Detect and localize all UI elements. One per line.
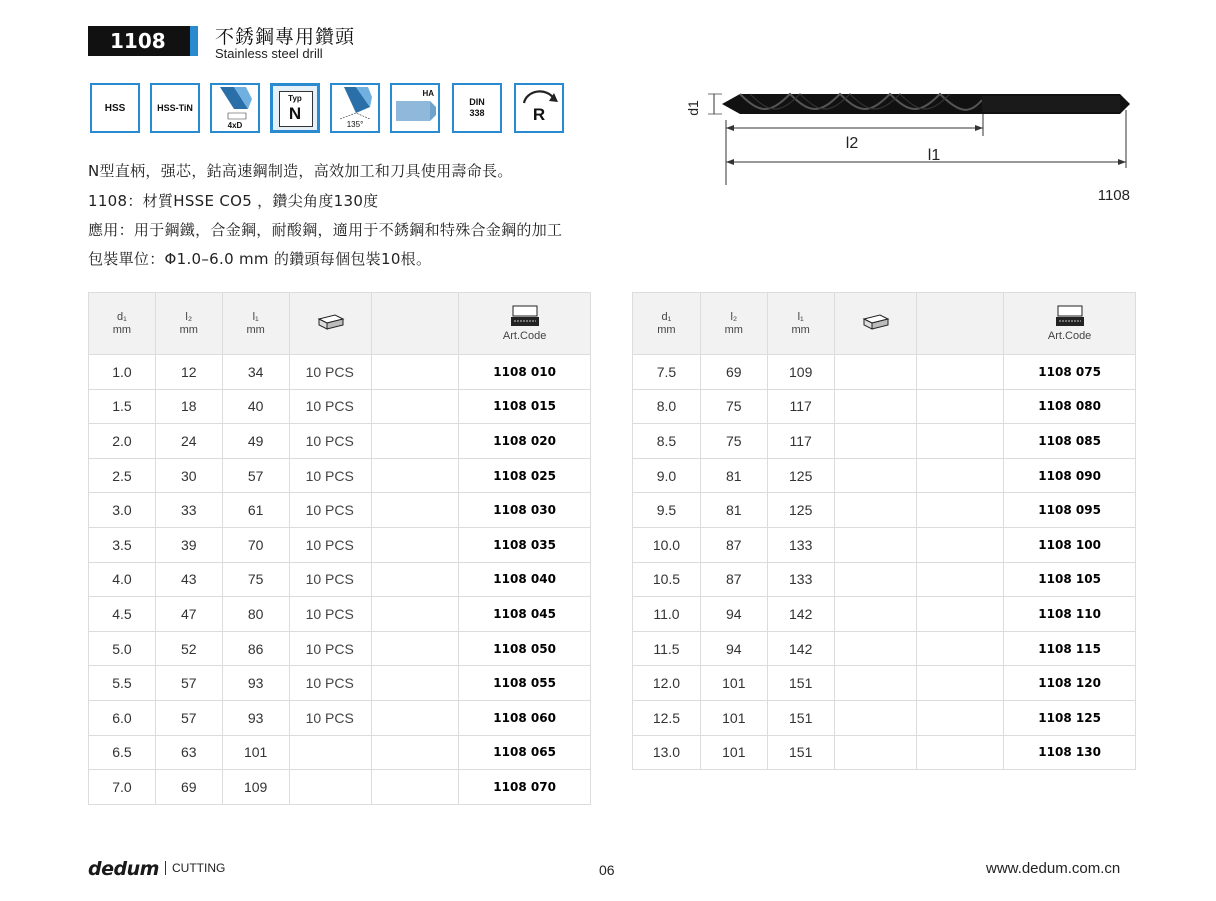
cell-art-code: 1108 050 (459, 631, 591, 666)
col-header-art: Art.Code (1004, 293, 1136, 355)
cell-l1: 93 (222, 666, 289, 701)
type-n-label: N (288, 104, 302, 123)
cell-blank (372, 631, 459, 666)
cell-l1: 40 (222, 389, 289, 424)
type-n-icon (270, 83, 320, 133)
cell-pack: 10 PCS (289, 458, 372, 493)
cell-d1: 6.5 (89, 735, 156, 770)
cell-pack (289, 770, 372, 805)
cell-d1: 4.0 (89, 562, 156, 597)
cell-art-code: 1108 065 (459, 735, 591, 770)
cell-d1: 7.5 (633, 355, 701, 390)
l1-label: l1 (927, 147, 941, 164)
cell-pack (834, 631, 917, 666)
cell-d1: 12.0 (633, 666, 701, 701)
cell-pack (834, 389, 917, 424)
cell-l1: 61 (222, 493, 289, 528)
cell-pack (834, 458, 917, 493)
cell-pack (834, 355, 917, 390)
table-row (89, 700, 591, 735)
cell-d1: 10.5 (633, 562, 701, 597)
cell-l1: 125 (767, 458, 834, 493)
cell-d1: 9.5 (633, 493, 701, 528)
cell-pack (834, 666, 917, 701)
cell-l2: 87 (700, 562, 767, 597)
cell-blank (372, 597, 459, 632)
cell-blank (372, 700, 459, 735)
cell-l1: 49 (222, 424, 289, 459)
cell-art-code: 1108 010 (459, 355, 591, 390)
cell-d1: 11.5 (633, 631, 701, 666)
cell-l2: 39 (155, 527, 222, 562)
cell-l1: 151 (767, 666, 834, 701)
code-accent-bar (190, 26, 198, 56)
cell-blank (372, 735, 459, 770)
cell-art-code: 1108 100 (1004, 527, 1136, 562)
hss-label: HSS (104, 103, 126, 114)
cell-blank (372, 666, 459, 701)
flute-length-icon (210, 83, 260, 133)
col-header-d1: d₁ mm (633, 293, 701, 355)
cell-d1: 4.5 (89, 597, 156, 632)
cell-l1: 142 (767, 597, 834, 632)
table-row (633, 493, 1136, 528)
cell-pack (834, 735, 917, 770)
cell-l2: 94 (700, 597, 767, 632)
table-header-row (633, 293, 1136, 355)
cell-d1: 8.0 (633, 389, 701, 424)
table-row (89, 493, 591, 528)
table-row (89, 458, 591, 493)
cell-l2: 12 (155, 355, 222, 390)
cell-d1: 1.0 (89, 355, 156, 390)
cell-blank (917, 700, 1004, 735)
table-row (89, 735, 591, 770)
table-row (633, 666, 1136, 701)
cell-d1: 7.0 (89, 770, 156, 805)
din-label: DIN (469, 97, 485, 107)
keyboard-icon (510, 305, 540, 327)
cell-pack: 10 PCS (289, 424, 372, 459)
cell-l2: 30 (155, 458, 222, 493)
cell-pack: 10 PCS (289, 700, 372, 735)
cell-d1: 11.0 (633, 597, 701, 632)
col-header-l1: l₁ mm (767, 293, 834, 355)
cell-art-code: 1108 120 (1004, 666, 1136, 701)
product-code-badge: 1108 (88, 26, 190, 56)
cell-pack: 10 PCS (289, 527, 372, 562)
cell-art-code: 1108 035 (459, 527, 591, 562)
cell-pack (834, 562, 917, 597)
cell-blank (917, 631, 1004, 666)
cell-l2: 87 (700, 527, 767, 562)
cell-l1: 93 (222, 700, 289, 735)
page-title-en: Stainless steel drill (215, 46, 323, 61)
cell-art-code: 1108 040 (459, 562, 591, 597)
type-label: Typ (288, 94, 302, 103)
cell-blank (372, 493, 459, 528)
table-row (633, 424, 1136, 459)
cell-l1: 117 (767, 424, 834, 459)
cell-blank (372, 424, 459, 459)
cell-pack: 10 PCS (289, 389, 372, 424)
table-row (89, 389, 591, 424)
cell-art-code: 1108 090 (1004, 458, 1136, 493)
table-row (89, 631, 591, 666)
cell-l1: 109 (767, 355, 834, 390)
cell-d1: 3.5 (89, 527, 156, 562)
cell-art-code: 1108 095 (1004, 493, 1136, 528)
cell-l1: 117 (767, 389, 834, 424)
cell-l2: 101 (700, 666, 767, 701)
cell-l1: 142 (767, 631, 834, 666)
cell-l1: 80 (222, 597, 289, 632)
cell-d1: 3.0 (89, 493, 156, 528)
table-row (633, 631, 1136, 666)
packaging-icon (289, 293, 372, 355)
description-line-1: N型直柄，强芯，鈷高速鋼制造，高效加工和刀具使用壽命長。 (88, 162, 513, 180)
cell-l1: 34 (222, 355, 289, 390)
cell-pack (834, 597, 917, 632)
cell-pack: 10 PCS (289, 562, 372, 597)
cell-l1: 75 (222, 562, 289, 597)
spec-table-left (88, 292, 591, 805)
cell-art-code: 1108 015 (459, 389, 591, 424)
description-line-4: 包裝單位：Φ1.0–6.0 mm 的鑽頭每個包裝10根。 (88, 250, 432, 268)
cell-blank (372, 389, 459, 424)
cell-art-code: 1108 055 (459, 666, 591, 701)
table-row (633, 458, 1136, 493)
point-angle-icon (330, 83, 380, 133)
cell-l2: 63 (155, 735, 222, 770)
cell-l1: 151 (767, 700, 834, 735)
cell-l2: 101 (700, 700, 767, 735)
shank-ha-icon (390, 83, 440, 133)
table-row (633, 735, 1136, 770)
d1-label: d1 (685, 100, 701, 116)
cell-art-code: 1108 025 (459, 458, 591, 493)
cell-art-code: 1108 115 (1004, 631, 1136, 666)
cell-art-code: 1108 130 (1004, 735, 1136, 770)
table-row (633, 355, 1136, 390)
cell-l2: 47 (155, 597, 222, 632)
cell-d1: 5.5 (89, 666, 156, 701)
table-row (89, 666, 591, 701)
keyboard-icon (1055, 305, 1085, 327)
brand-logo: dedum (88, 858, 159, 880)
cell-l1: 86 (222, 631, 289, 666)
hss-tin-label: HSS-TiN (157, 103, 193, 113)
page-title-cn: 不銹鋼專用鑽頭 (215, 26, 356, 48)
cell-blank (917, 735, 1004, 770)
cell-pack: 10 PCS (289, 666, 372, 701)
table-row (89, 562, 591, 597)
cell-l2: 94 (700, 631, 767, 666)
cell-pack: 10 PCS (289, 355, 372, 390)
cell-l1: 57 (222, 458, 289, 493)
cell-blank (917, 562, 1004, 597)
din-standard-icon (452, 83, 502, 133)
diagram-ref-label: 1108 (1097, 187, 1130, 204)
cell-l1: 151 (767, 735, 834, 770)
table-row (89, 527, 591, 562)
col-header-blank (917, 293, 1004, 355)
cell-l2: 69 (155, 770, 222, 805)
cell-blank (372, 770, 459, 805)
description-line-3: 應用：用于鋼鐵，合金鋼，耐酸鋼，適用于不銹鋼和特殊合金鋼的加工 (88, 221, 563, 239)
cell-l2: 75 (700, 424, 767, 459)
packaging-icon (834, 293, 917, 355)
drill-illustration (722, 94, 1130, 114)
table-row (633, 597, 1136, 632)
cell-l1: 125 (767, 493, 834, 528)
table-row (633, 527, 1136, 562)
cell-art-code: 1108 110 (1004, 597, 1136, 632)
cell-art-code: 1108 060 (459, 700, 591, 735)
cell-d1: 2.5 (89, 458, 156, 493)
table-row (633, 562, 1136, 597)
page-number: 06 (599, 862, 615, 878)
cell-d1: 2.0 (89, 424, 156, 459)
cell-l2: 52 (155, 631, 222, 666)
cell-l1: 70 (222, 527, 289, 562)
cell-art-code: 1108 030 (459, 493, 591, 528)
cell-blank (372, 355, 459, 390)
cell-art-code: 1108 105 (1004, 562, 1136, 597)
cell-d1: 12.5 (633, 700, 701, 735)
cell-d1: 5.0 (89, 631, 156, 666)
cell-blank (917, 424, 1004, 459)
table-row (89, 424, 591, 459)
cell-pack (834, 424, 917, 459)
cell-l2: 18 (155, 389, 222, 424)
cell-art-code: 1108 070 (459, 770, 591, 805)
cell-blank (372, 527, 459, 562)
l2-label: l2 (845, 135, 859, 152)
cell-d1: 1.5 (89, 389, 156, 424)
cell-blank (917, 355, 1004, 390)
din-number-label: 338 (469, 108, 485, 118)
cell-l2: 57 (155, 700, 222, 735)
table-row (89, 355, 591, 390)
cell-l2: 75 (700, 389, 767, 424)
cell-l2: 81 (700, 458, 767, 493)
cell-d1: 8.5 (633, 424, 701, 459)
cell-art-code: 1108 045 (459, 597, 591, 632)
hss-tin-icon (150, 83, 200, 133)
cell-art-code: 1108 125 (1004, 700, 1136, 735)
cell-d1: 13.0 (633, 735, 701, 770)
table-row (89, 770, 591, 805)
cell-l2: 24 (155, 424, 222, 459)
right-hand-label: R (532, 105, 546, 124)
cell-l1: 101 (222, 735, 289, 770)
cell-blank (917, 493, 1004, 528)
cell-blank (917, 389, 1004, 424)
cell-pack (834, 493, 917, 528)
cell-d1: 9.0 (633, 458, 701, 493)
cell-l2: 81 (700, 493, 767, 528)
cell-l2: 57 (155, 666, 222, 701)
cell-pack: 10 PCS (289, 597, 372, 632)
cell-pack (834, 527, 917, 562)
col-header-d1: d₁ mm (89, 293, 156, 355)
cell-art-code: 1108 075 (1004, 355, 1136, 390)
brand-subtitle: CUTTING (172, 861, 226, 875)
col-header-l2: l₂ mm (700, 293, 767, 355)
drill-diagram (685, 80, 1140, 210)
shank-ha-label: HA (422, 89, 434, 98)
cell-l1: 133 (767, 562, 834, 597)
cell-pack (289, 735, 372, 770)
flute-length-label: 4xD (227, 121, 243, 130)
col-header-art: Art.Code (459, 293, 591, 355)
cell-d1: 10.0 (633, 527, 701, 562)
cell-pack: 10 PCS (289, 493, 372, 528)
spec-table-right (632, 292, 1136, 770)
table-header-row (89, 293, 591, 355)
cell-l2: 69 (700, 355, 767, 390)
cell-pack (834, 700, 917, 735)
col-header-l2: l₂ mm (155, 293, 222, 355)
cell-l2: 33 (155, 493, 222, 528)
cell-l2: 43 (155, 562, 222, 597)
col-header-l1: l₁ mm (222, 293, 289, 355)
right-hand-cut-icon (514, 83, 564, 133)
hss-icon (90, 83, 140, 133)
website-link[interactable]: www.dedum.com.cn (986, 860, 1121, 877)
cell-blank (917, 597, 1004, 632)
point-angle-label: 135° (346, 120, 364, 129)
cell-blank (917, 458, 1004, 493)
cell-d1: 6.0 (89, 700, 156, 735)
cell-blank (917, 666, 1004, 701)
table-row (633, 389, 1136, 424)
cell-blank (372, 562, 459, 597)
cell-pack: 10 PCS (289, 631, 372, 666)
cell-blank (372, 458, 459, 493)
col-header-blank (372, 293, 459, 355)
cell-blank (917, 527, 1004, 562)
brand-separator (165, 861, 166, 875)
cell-l1: 133 (767, 527, 834, 562)
description-line-2: 1108：材質HSSE CO5 ，鑽尖角度130度 (88, 192, 379, 210)
cell-l2: 101 (700, 735, 767, 770)
cell-art-code: 1108 085 (1004, 424, 1136, 459)
table-row (89, 597, 591, 632)
cell-art-code: 1108 020 (459, 424, 591, 459)
cell-art-code: 1108 080 (1004, 389, 1136, 424)
table-row (633, 700, 1136, 735)
cell-l1: 109 (222, 770, 289, 805)
